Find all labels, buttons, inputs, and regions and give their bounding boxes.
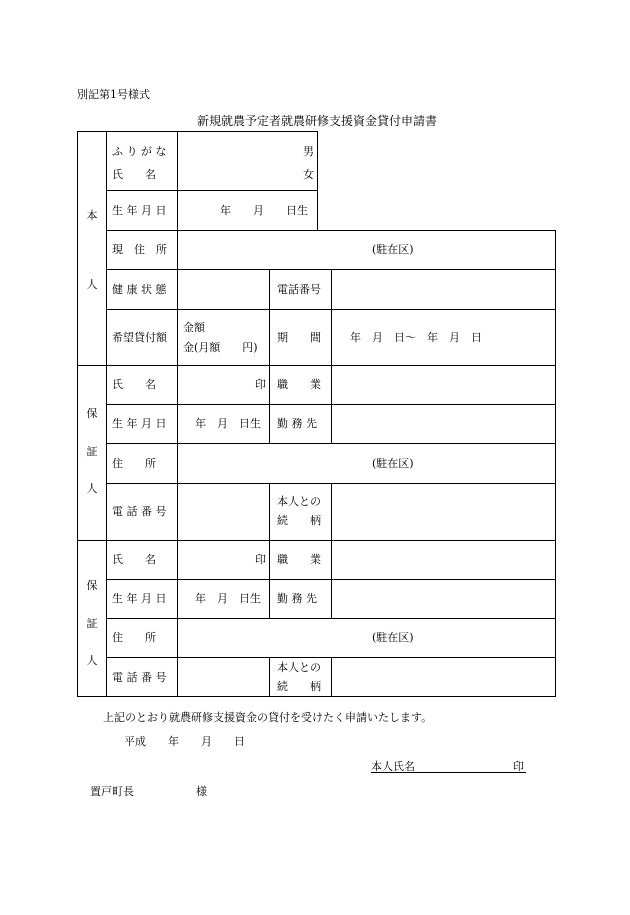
signature-line[interactable] — [371, 758, 526, 773]
guarantor1-label-3: 人 — [86, 482, 98, 495]
g1-seal: 印 — [255, 378, 266, 391]
phone-label: 電話番号 — [277, 283, 321, 296]
addressee: 置戸町長 — [90, 785, 134, 798]
phone-field[interactable] — [333, 282, 553, 297]
g1-name-label: 氏 名 — [112, 378, 156, 391]
period-label: 期 間 — [277, 331, 321, 344]
address-district[interactable]: (駐在区) — [372, 243, 414, 256]
loan-label: 希望貸付額 — [112, 331, 167, 344]
guarantor2-label-1: 保 — [86, 579, 98, 592]
application-table — [77, 131, 556, 697]
g1-relation-label-2: 続 柄 — [277, 514, 321, 527]
g2-address-label: 住 所 — [112, 631, 156, 644]
health-label: 健 康 状 態 — [112, 283, 167, 296]
g1-address-label: 住 所 — [112, 457, 156, 470]
guarantor1-label-1: 保 — [86, 407, 98, 420]
applicant-label-2: 人 — [86, 278, 98, 291]
g1-workplace-label: 勤 務 先 — [277, 417, 317, 430]
health-field[interactable] — [179, 282, 267, 297]
g2-occupation-label: 職 業 — [277, 553, 321, 566]
honorific: 様 — [196, 785, 207, 798]
g1-address-district[interactable]: (駐在区) — [372, 457, 414, 470]
form-title: 新規就農予定者就農研修支援資金貸付申請書 — [197, 114, 438, 128]
address-label: 現 住 所 — [112, 243, 167, 256]
form-number: 別記第1号様式 — [77, 88, 150, 101]
g2-phone-label: 電 話 番 号 — [112, 671, 167, 684]
loan-amount[interactable]: 金額 — [183, 321, 205, 334]
g2-relation-label-1: 本人との — [277, 661, 321, 674]
guarantor2-label-3: 人 — [86, 654, 98, 667]
name-field[interactable] — [179, 167, 299, 182]
guarantor2-label-2: 証 — [86, 617, 98, 630]
g2-name-label: 氏 名 — [112, 553, 156, 566]
birth-label: 生 年 月 日 — [112, 204, 167, 217]
furigana-label: ふ り が な — [112, 145, 167, 158]
gender-male[interactable]: 男 — [303, 145, 314, 158]
statement: 上記のとおり就農研修支援資金の貸付を受けたく申請いたします。 — [103, 711, 433, 724]
period-value[interactable]: 年 月 日～ 年 月 日 — [350, 331, 482, 344]
signature-label: 本人氏名 — [371, 760, 415, 773]
guarantor1-label-2: 証 — [86, 445, 98, 458]
gender-female[interactable]: 女 — [303, 168, 314, 181]
applicant-label-1: 本 — [86, 209, 98, 222]
signature-seal: 印 — [513, 760, 524, 773]
name-label: 氏 名 — [112, 168, 156, 181]
furigana-field[interactable] — [179, 144, 311, 159]
g2-seal: 印 — [255, 553, 266, 566]
g2-relation-label-2: 続 柄 — [277, 680, 321, 693]
g2-birth-label: 生 年 月 日 — [112, 592, 167, 605]
g1-phone-label: 電 話 番 号 — [112, 505, 167, 518]
g1-birth-value[interactable]: 年 月 日生 — [195, 417, 261, 430]
g1-birth-label: 生 年 月 日 — [112, 417, 167, 430]
g2-birth-value[interactable]: 年 月 日生 — [195, 592, 261, 605]
g2-workplace-label: 勤 務 先 — [277, 592, 317, 605]
g1-occupation-label: 職 業 — [277, 378, 321, 391]
g2-address-district[interactable]: (駐在区) — [372, 631, 414, 644]
birth-value[interactable]: 年 月 日生 — [220, 204, 308, 217]
g1-relation-label-1: 本人との — [277, 495, 321, 508]
date-line[interactable]: 平成 年 月 日 — [124, 735, 245, 748]
loan-monthly[interactable]: 金(月額 円) — [183, 341, 258, 354]
